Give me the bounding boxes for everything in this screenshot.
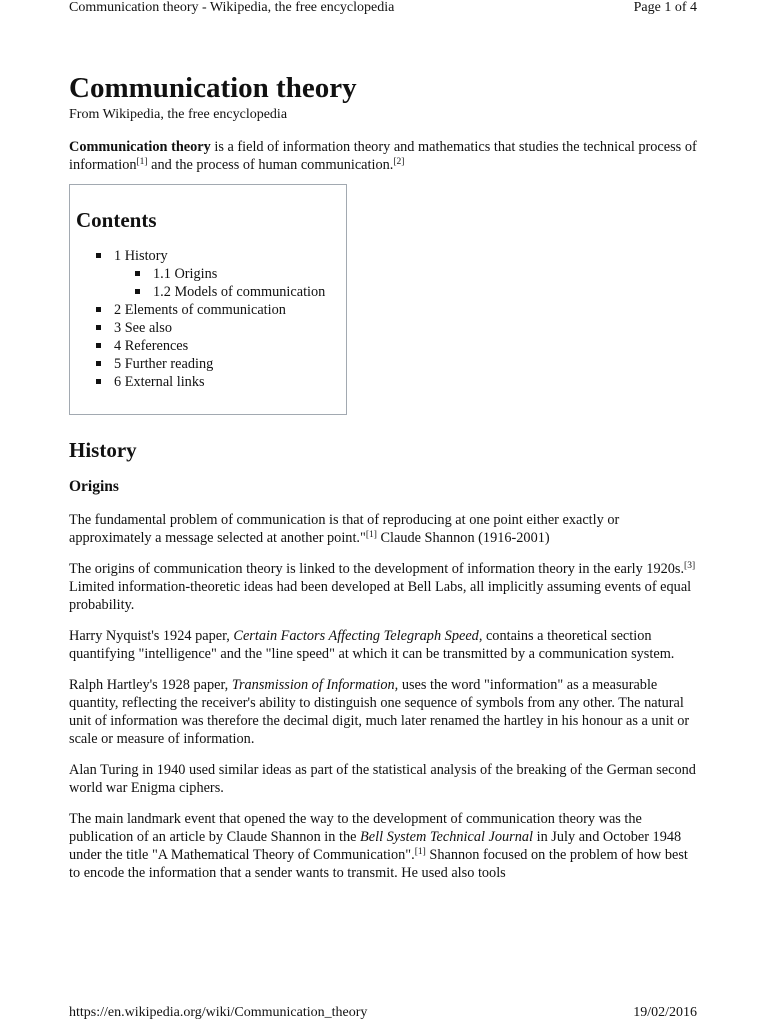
toc-item-history[interactable]: 1 History (76, 247, 340, 265)
paragraph-text: The origins of communication theory is linked to the development of information theory in the early 1920s. (69, 561, 685, 577)
print-header-title: Communication theory - Wikipedia, the free encyclopedia (69, 0, 395, 15)
table-of-contents (69, 184, 347, 415)
nyquist-paper-title: Certain Factors Affecting Telegraph Speed (233, 628, 479, 644)
paragraph-text: Harry Nyquist's 1924 paper, (69, 628, 234, 644)
toc-item-further-reading[interactable]: 5 Further reading (76, 355, 340, 373)
print-header (69, 0, 697, 20)
paragraph-text: The fundamental problem of communication is that of reproducing at one point either exactly or approximately a message selected at another point." (69, 512, 620, 546)
journal-title: Bell System Technical Journal (360, 829, 534, 845)
paragraph-nyquist (69, 627, 701, 663)
reference-link-2[interactable]: [2] (393, 157, 405, 167)
toc-item-references[interactable]: 4 References (76, 337, 340, 355)
print-footer-date: 19/02/2016 (633, 1005, 697, 1020)
print-header-page-number: Page 1 of 4 (633, 0, 697, 15)
site-tagline: From Wikipedia, the free encyclopedia (69, 107, 288, 122)
paragraph-shannon-quote (69, 511, 701, 547)
paragraph-text: The main landmark event that opened the way to the development of communication theory was the publication of an article by Claude Shannon in the (69, 811, 642, 845)
lead-text-2: and the process of human communication. (147, 157, 394, 173)
toc-title: Contents (76, 208, 157, 232)
reference-link-1[interactable]: [1] (136, 157, 148, 167)
toc-item-models-of-communication[interactable]: 1.2 Models of communication (76, 283, 340, 301)
lead-paragraph (69, 138, 701, 174)
toc-list (76, 247, 340, 391)
toc-item-origins[interactable]: 1.1 Origins (76, 265, 340, 283)
paragraph-turing: Alan Turing in 1940 used similar ideas as part of the statistical analysis of the breaking of the German second world war Enigma ciphers. (69, 762, 696, 796)
paragraph-text: Shannon focused on the problem of how best to encode the information that a sender wants to transmit. He used also tools (69, 847, 688, 881)
paragraph-text: Ralph Hartley's 1928 paper, (69, 677, 232, 693)
paragraph-shannon-article (69, 810, 701, 882)
page-title: Communication theory (69, 72, 357, 104)
subsection-heading-origins: Origins (69, 478, 119, 495)
toc-item-external-links[interactable]: 6 External links (76, 373, 340, 391)
paragraph-origins (69, 560, 701, 614)
paragraph-hartley (69, 676, 701, 748)
toc-item-elements-of-communication[interactable]: 2 Elements of communication (76, 301, 340, 319)
paragraph-text: in July and October 1948 under the title "A Mathematical Theory of Communication". (69, 829, 682, 863)
toc-item-see-also[interactable]: 3 See also (76, 319, 340, 337)
hartley-paper-title: Transmission of Information, (231, 677, 399, 693)
reference-link-1[interactable]: [1] (414, 847, 426, 857)
lead-text-1: is a field of information theory and mathematics that studies the technical process of information (69, 139, 697, 173)
paragraph-text: , contains a theoretical section quantifying "intelligence" and the "line speed" at which it can be transmitted by a communication system. (69, 628, 675, 662)
reference-link-3[interactable]: [3] (684, 561, 696, 571)
section-heading-history: History (69, 438, 137, 462)
paragraph-text: uses the word "information" as a measurable quantity, reflecting the receiver's ability to distinguish one sequence of symbols from any other. The natural unit of information was therefore the decimal digit, much later renamed the hartley in his honour as a unit or scale or measure of information. (69, 677, 690, 747)
article-content (69, 70, 701, 882)
print-footer-url: https://en.wikipedia.org/wiki/Communication_theory (69, 1005, 368, 1020)
paragraph-text: Claude Shannon (1916-2001) (376, 530, 550, 546)
paragraph-text: Limited information-theoretic ideas had been developed at Bell Labs, all implicitly assuming events of equal probability. (69, 579, 692, 613)
reference-link-1[interactable]: [1] (365, 530, 377, 540)
lead-term: Communication theory (69, 139, 211, 155)
